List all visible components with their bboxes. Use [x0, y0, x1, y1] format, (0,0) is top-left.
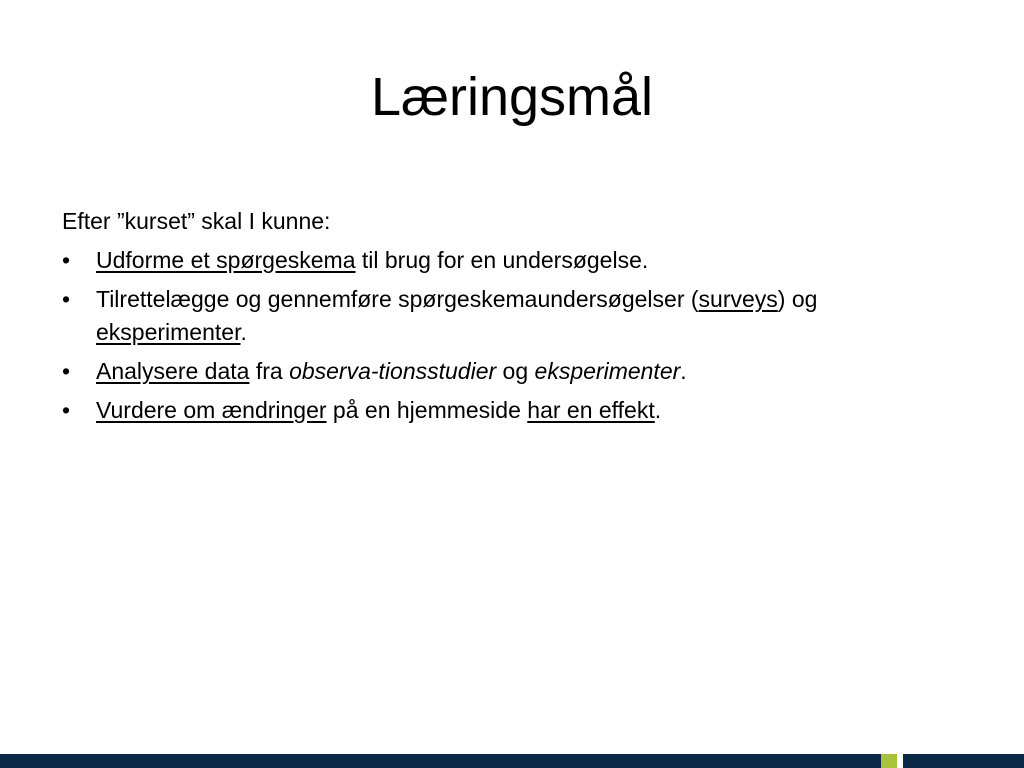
bullet-dot: •	[62, 358, 71, 384]
bullet-dot: •	[62, 397, 71, 423]
italic-text: observa-tionsstudier	[289, 358, 497, 384]
bullet-item	[62, 244, 862, 277]
underlined-text: surveys	[698, 286, 778, 312]
intro-text: Efter ”kurset” skal I kunne:	[62, 208, 331, 234]
bullet-text: Tilrettelægge og gennemføre spørgeskemaundersøgelser (	[96, 286, 699, 312]
italic-text: eksperimenter	[534, 358, 681, 384]
slide-body	[62, 205, 862, 433]
bullet-text: fra	[249, 358, 290, 384]
footer-accent-block	[881, 754, 897, 768]
bullet-list	[62, 244, 862, 427]
bullet-item	[62, 283, 862, 349]
bullet-text: til brug for en undersøgelse.	[355, 247, 649, 273]
slide-title: Læringsmål	[370, 67, 654, 127]
bullet-item	[62, 394, 862, 427]
bullet-text: .	[240, 319, 247, 345]
underlined-text: Udforme et spørgeskema	[96, 247, 356, 273]
underlined-text: eksperimenter	[96, 319, 241, 345]
underlined-text: Analysere data	[96, 358, 250, 384]
bullet-text: på en hjemmeside	[326, 397, 528, 423]
bullet-text: ) og	[777, 286, 818, 312]
bullet-dot: •	[62, 286, 71, 312]
bullet-text: og	[496, 358, 535, 384]
bullet-text: .	[654, 397, 662, 423]
footer-accent-divider	[897, 754, 903, 768]
underlined-text: har en effekt	[527, 397, 655, 423]
bullet-text: .	[680, 358, 687, 384]
underlined-text: Vurdere om ændringer	[96, 397, 327, 423]
footer-bar	[0, 754, 1024, 768]
bullet-dot: •	[62, 247, 71, 273]
bullet-item	[62, 355, 862, 388]
